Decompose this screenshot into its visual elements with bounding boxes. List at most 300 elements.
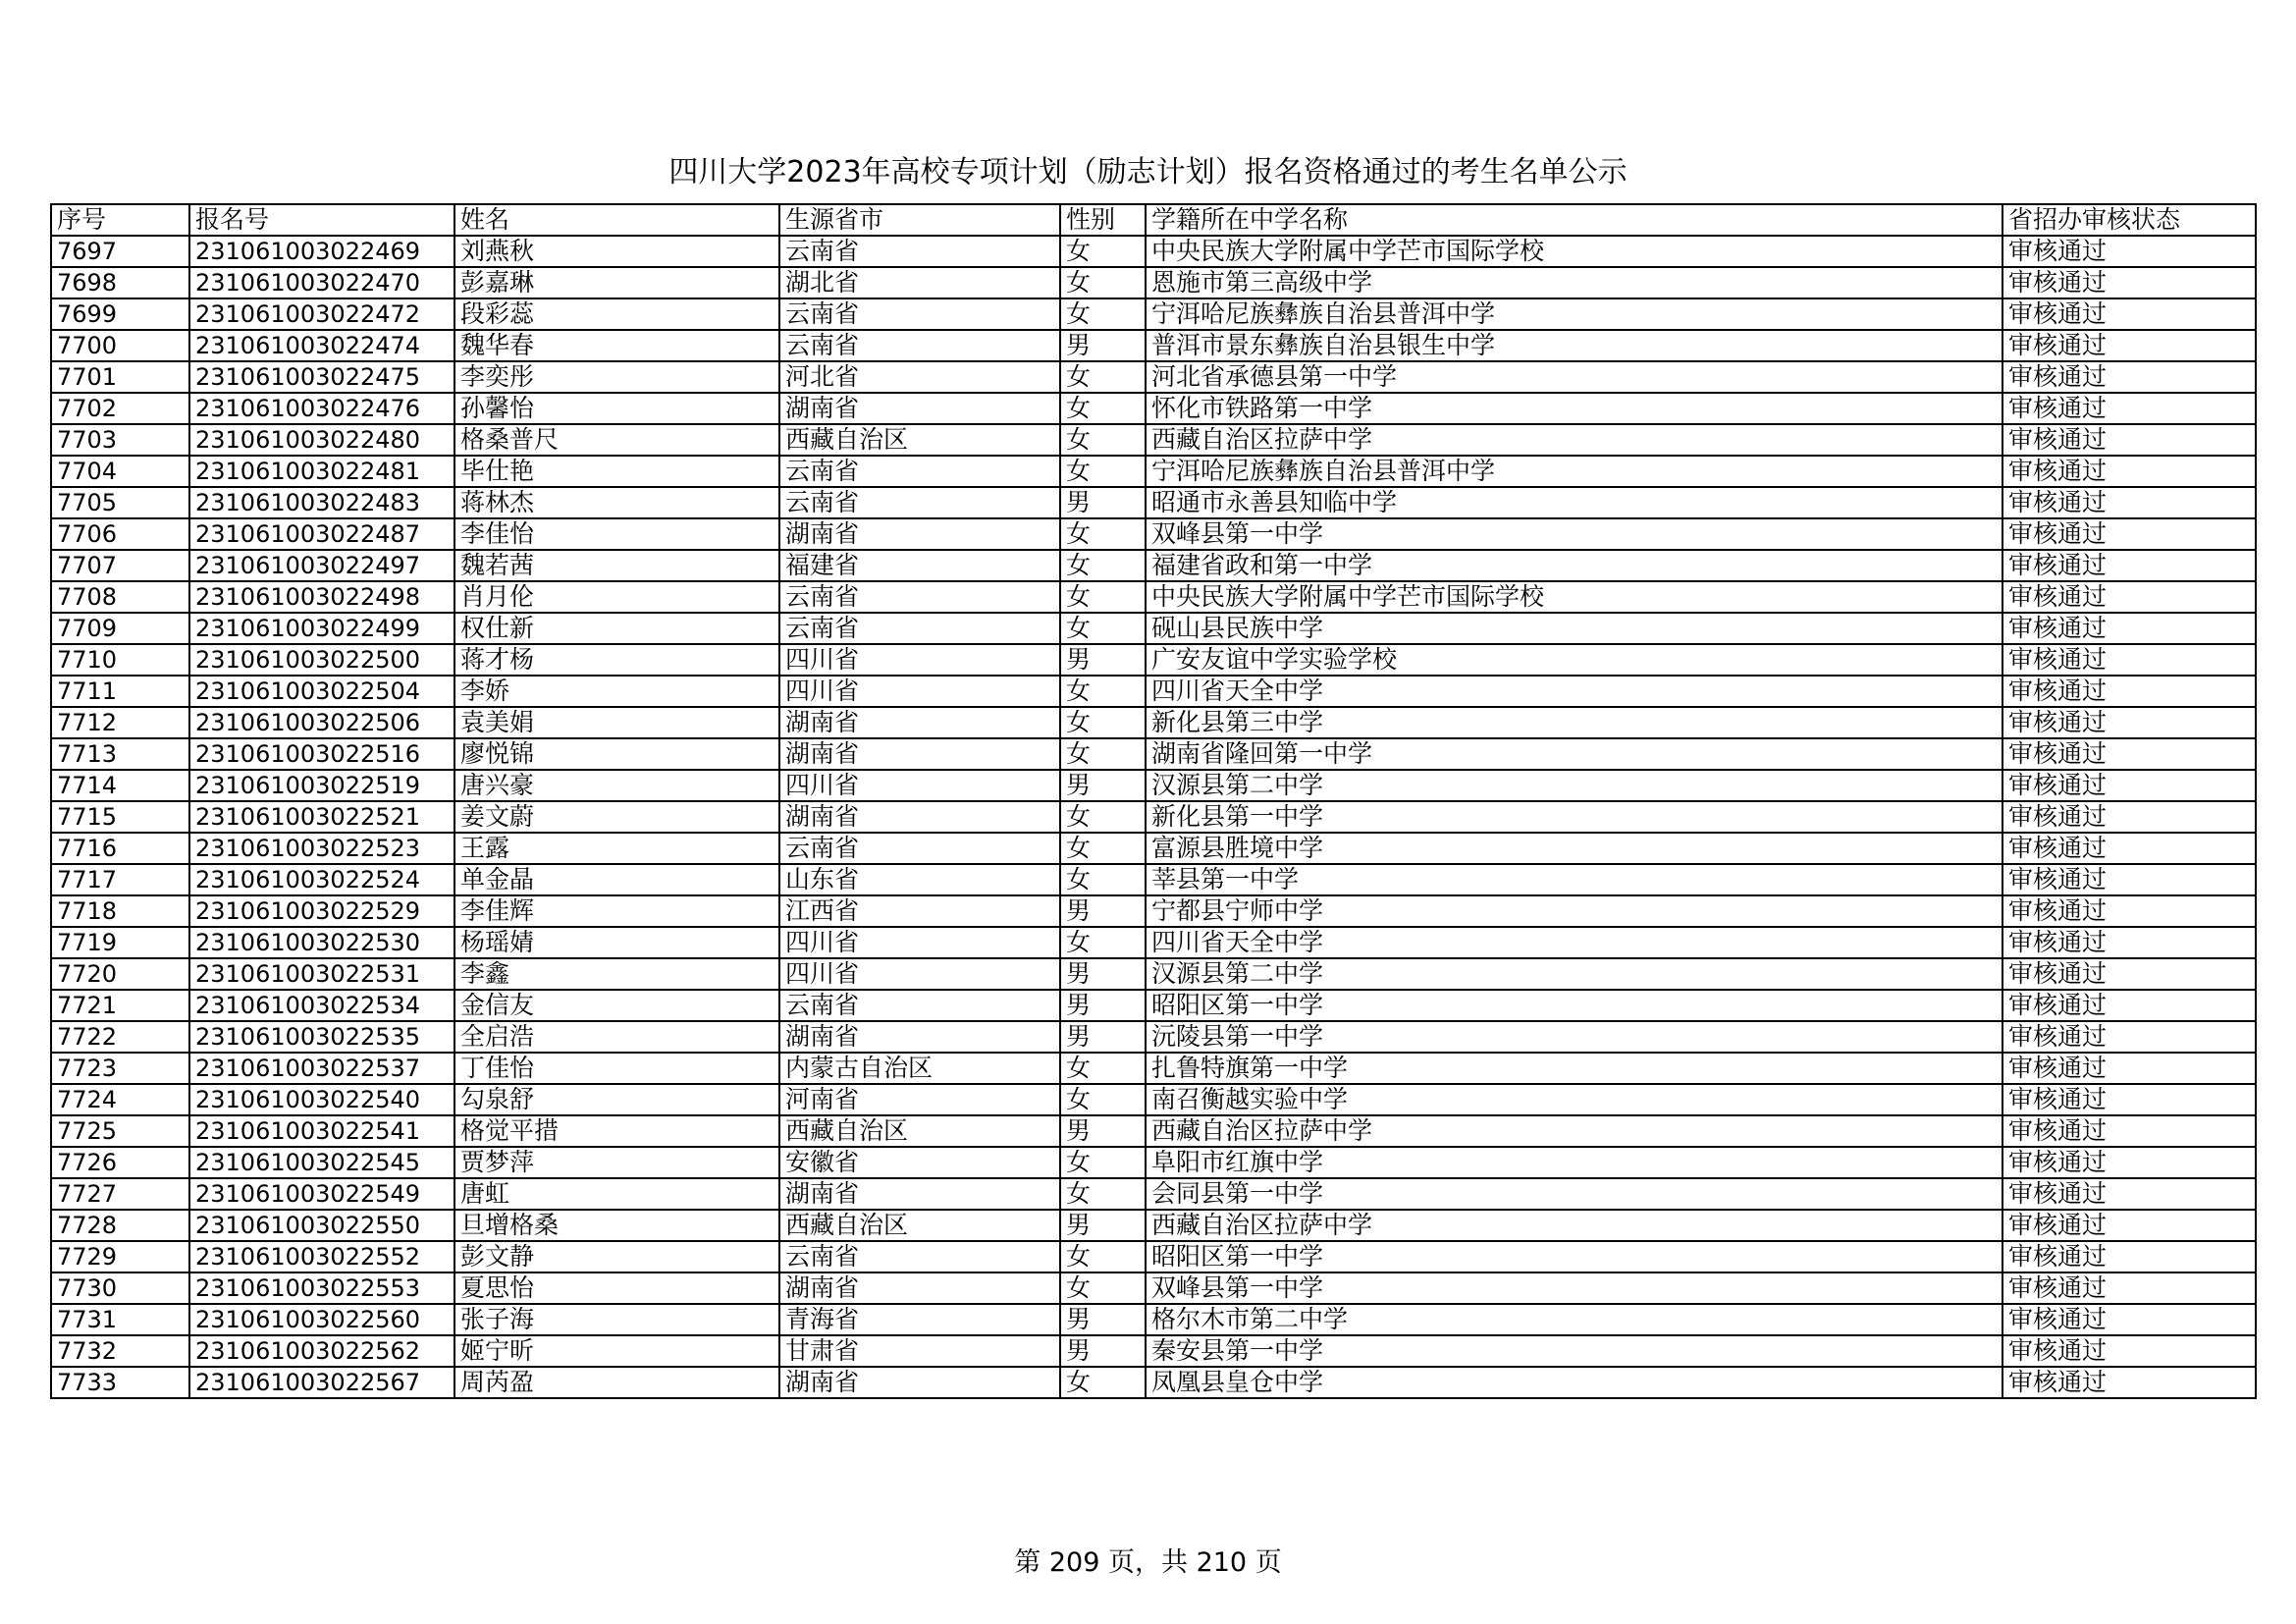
cell-seq: 7714 (51, 770, 189, 801)
cell-name: 魏华春 (454, 330, 779, 361)
cell-gender: 女 (1060, 393, 1146, 424)
table-row (51, 1053, 2256, 1084)
cell-seq: 7706 (51, 518, 189, 550)
cell-reg-no: 231061003022504 (189, 676, 454, 707)
cell-gender: 女 (1060, 676, 1146, 707)
table-row (51, 958, 2256, 990)
cell-seq: 7732 (51, 1335, 189, 1367)
cell-province: 河南省 (779, 1084, 1060, 1115)
cell-reg-no: 231061003022521 (189, 801, 454, 833)
cell-name: 唐虹 (454, 1178, 779, 1210)
cell-province: 云南省 (779, 581, 1060, 613)
cell-school: 河北省承德县第一中学 (1146, 361, 2002, 393)
cell-reg-no: 231061003022541 (189, 1115, 454, 1147)
cell-status: 审核通过 (2002, 927, 2256, 958)
cell-status: 审核通过 (2002, 833, 2256, 864)
cell-seq: 7716 (51, 833, 189, 864)
cell-gender: 女 (1060, 550, 1146, 581)
cell-province: 四川省 (779, 676, 1060, 707)
column-header-reg-no: 报名号 (189, 204, 454, 236)
cell-status: 审核通过 (2002, 456, 2256, 487)
cell-status: 审核通过 (2002, 864, 2256, 895)
cell-seq: 7710 (51, 644, 189, 676)
cell-province: 西藏自治区 (779, 1210, 1060, 1241)
cell-reg-no: 231061003022562 (189, 1335, 454, 1367)
cell-province: 四川省 (779, 958, 1060, 990)
cell-gender: 男 (1060, 895, 1146, 927)
table-row (51, 1021, 2256, 1053)
cell-status: 审核通过 (2002, 613, 2256, 644)
cell-name: 肖月伦 (454, 581, 779, 613)
table-row (51, 864, 2256, 895)
cell-name: 权仕新 (454, 613, 779, 644)
cell-school: 阜阳市红旗中学 (1146, 1147, 2002, 1178)
table-row (51, 1115, 2256, 1147)
cell-school: 汉源县第二中学 (1146, 770, 2002, 801)
cell-gender: 女 (1060, 1053, 1146, 1084)
cell-province: 福建省 (779, 550, 1060, 581)
cell-seq: 7707 (51, 550, 189, 581)
cell-status: 审核通过 (2002, 895, 2256, 927)
cell-seq: 7729 (51, 1241, 189, 1272)
table-row (51, 1304, 2256, 1335)
cell-reg-no: 231061003022487 (189, 518, 454, 550)
cell-name: 唐兴豪 (454, 770, 779, 801)
cell-school: 四川省天全中学 (1146, 676, 2002, 707)
cell-gender: 男 (1060, 1210, 1146, 1241)
cell-seq: 7697 (51, 236, 189, 267)
table-row (51, 236, 2256, 267)
cell-province: 云南省 (779, 613, 1060, 644)
table-row (51, 676, 2256, 707)
cell-reg-no: 231061003022469 (189, 236, 454, 267)
cell-gender: 男 (1060, 1115, 1146, 1147)
cell-status: 审核通过 (2002, 1210, 2256, 1241)
cell-school: 南召衡越实验中学 (1146, 1084, 2002, 1115)
cell-gender: 女 (1060, 581, 1146, 613)
cell-name: 李奕彤 (454, 361, 779, 393)
candidate-table (50, 203, 2257, 1399)
cell-name: 姜文蔚 (454, 801, 779, 833)
cell-status: 审核通过 (2002, 707, 2256, 738)
table-row (51, 1241, 2256, 1272)
cell-seq: 7704 (51, 456, 189, 487)
table-row (51, 518, 2256, 550)
cell-province: 四川省 (779, 927, 1060, 958)
cell-status: 审核通过 (2002, 267, 2256, 298)
cell-name: 李佳辉 (454, 895, 779, 927)
cell-status: 审核通过 (2002, 1115, 2256, 1147)
cell-school: 福建省政和第一中学 (1146, 550, 2002, 581)
cell-province: 湖南省 (779, 738, 1060, 770)
cell-reg-no: 231061003022516 (189, 738, 454, 770)
cell-province: 湖南省 (779, 1367, 1060, 1398)
cell-status: 审核通过 (2002, 738, 2256, 770)
cell-gender: 女 (1060, 1084, 1146, 1115)
cell-reg-no: 231061003022567 (189, 1367, 454, 1398)
cell-province: 河北省 (779, 361, 1060, 393)
cell-name: 毕仕艳 (454, 456, 779, 487)
cell-province: 云南省 (779, 1241, 1060, 1272)
cell-province: 云南省 (779, 487, 1060, 518)
cell-school: 四川省天全中学 (1146, 927, 2002, 958)
cell-seq: 7727 (51, 1178, 189, 1210)
cell-status: 审核通过 (2002, 1084, 2256, 1115)
table-row (51, 330, 2256, 361)
cell-status: 审核通过 (2002, 1335, 2256, 1367)
cell-school: 会同县第一中学 (1146, 1178, 2002, 1210)
cell-status: 审核通过 (2002, 1021, 2256, 1053)
cell-seq: 7709 (51, 613, 189, 644)
cell-name: 魏若茜 (454, 550, 779, 581)
cell-status: 审核通过 (2002, 330, 2256, 361)
cell-province: 甘肃省 (779, 1335, 1060, 1367)
table-row (51, 361, 2256, 393)
cell-seq: 7731 (51, 1304, 189, 1335)
cell-seq: 7712 (51, 707, 189, 738)
cell-gender: 女 (1060, 518, 1146, 550)
cell-school: 恩施市第三高级中学 (1146, 267, 2002, 298)
cell-name: 格桑普尺 (454, 424, 779, 456)
cell-reg-no: 231061003022534 (189, 990, 454, 1021)
cell-gender: 女 (1060, 456, 1146, 487)
cell-gender: 女 (1060, 1178, 1146, 1210)
cell-school: 砚山县民族中学 (1146, 613, 2002, 644)
cell-name: 李娇 (454, 676, 779, 707)
cell-school: 宁洱哈尼族彝族自治县普洱中学 (1146, 298, 2002, 330)
cell-seq: 7723 (51, 1053, 189, 1084)
column-header-province: 生源省市 (779, 204, 1060, 236)
table-row (51, 613, 2256, 644)
cell-province: 湖南省 (779, 518, 1060, 550)
cell-seq: 7702 (51, 393, 189, 424)
table-row (51, 393, 2256, 424)
cell-name: 孙馨怡 (454, 393, 779, 424)
table-row (51, 424, 2256, 456)
cell-school: 汉源县第二中学 (1146, 958, 2002, 990)
cell-seq: 7713 (51, 738, 189, 770)
cell-seq: 7698 (51, 267, 189, 298)
cell-name: 杨瑶婧 (454, 927, 779, 958)
cell-school: 西藏自治区拉萨中学 (1146, 424, 2002, 456)
cell-school: 格尔木市第二中学 (1146, 1304, 2002, 1335)
cell-gender: 男 (1060, 644, 1146, 676)
cell-name: 彭嘉琳 (454, 267, 779, 298)
column-header-school: 学籍所在中学名称 (1146, 204, 2002, 236)
cell-province: 云南省 (779, 236, 1060, 267)
table-row (51, 1335, 2256, 1367)
cell-province: 云南省 (779, 298, 1060, 330)
table-row (51, 1147, 2256, 1178)
cell-province: 湖南省 (779, 1272, 1060, 1304)
table-row (51, 267, 2256, 298)
cell-name: 丁佳怡 (454, 1053, 779, 1084)
cell-name: 张子海 (454, 1304, 779, 1335)
cell-status: 审核通过 (2002, 487, 2256, 518)
cell-gender: 女 (1060, 424, 1146, 456)
cell-school: 中央民族大学附属中学芒市国际学校 (1146, 581, 2002, 613)
cell-status: 审核通过 (2002, 1272, 2256, 1304)
table-row (51, 895, 2256, 927)
cell-name: 段彩蕊 (454, 298, 779, 330)
cell-school: 广安友谊中学实验学校 (1146, 644, 2002, 676)
cell-school: 西藏自治区拉萨中学 (1146, 1210, 2002, 1241)
cell-status: 审核通过 (2002, 676, 2256, 707)
cell-gender: 女 (1060, 298, 1146, 330)
cell-status: 审核通过 (2002, 361, 2256, 393)
cell-gender: 女 (1060, 236, 1146, 267)
cell-name: 蒋林杰 (454, 487, 779, 518)
cell-reg-no: 231061003022500 (189, 644, 454, 676)
cell-seq: 7724 (51, 1084, 189, 1115)
cell-reg-no: 231061003022480 (189, 424, 454, 456)
cell-seq: 7708 (51, 581, 189, 613)
cell-name: 贾梦萍 (454, 1147, 779, 1178)
cell-gender: 女 (1060, 1147, 1146, 1178)
cell-reg-no: 231061003022553 (189, 1272, 454, 1304)
cell-seq: 7718 (51, 895, 189, 927)
cell-reg-no: 231061003022472 (189, 298, 454, 330)
cell-school: 昭阳区第一中学 (1146, 1241, 2002, 1272)
cell-school: 怀化市铁路第一中学 (1146, 393, 2002, 424)
cell-province: 江西省 (779, 895, 1060, 927)
cell-gender: 男 (1060, 330, 1146, 361)
cell-gender: 男 (1060, 1021, 1146, 1053)
cell-seq: 7730 (51, 1272, 189, 1304)
cell-reg-no: 231061003022550 (189, 1210, 454, 1241)
cell-name: 李鑫 (454, 958, 779, 990)
table-row (51, 644, 2256, 676)
cell-gender: 女 (1060, 833, 1146, 864)
cell-school: 宁洱哈尼族彝族自治县普洱中学 (1146, 456, 2002, 487)
cell-gender: 女 (1060, 864, 1146, 895)
cell-province: 湖南省 (779, 1021, 1060, 1053)
cell-province: 山东省 (779, 864, 1060, 895)
table-row (51, 1178, 2256, 1210)
cell-province: 湖北省 (779, 267, 1060, 298)
cell-seq: 7705 (51, 487, 189, 518)
cell-gender: 女 (1060, 267, 1146, 298)
cell-reg-no: 231061003022545 (189, 1147, 454, 1178)
cell-gender: 女 (1060, 1241, 1146, 1272)
cell-province: 云南省 (779, 456, 1060, 487)
cell-school: 中央民族大学附属中学芒市国际学校 (1146, 236, 2002, 267)
cell-status: 审核通过 (2002, 1367, 2256, 1398)
cell-reg-no: 231061003022483 (189, 487, 454, 518)
cell-status: 审核通过 (2002, 1241, 2256, 1272)
cell-reg-no: 231061003022531 (189, 958, 454, 990)
cell-status: 审核通过 (2002, 424, 2256, 456)
cell-name: 旦增格桑 (454, 1210, 779, 1241)
cell-gender: 男 (1060, 990, 1146, 1021)
cell-gender: 女 (1060, 1367, 1146, 1398)
cell-seq: 7701 (51, 361, 189, 393)
table-row (51, 833, 2256, 864)
cell-province: 湖南省 (779, 1178, 1060, 1210)
cell-reg-no: 231061003022530 (189, 927, 454, 958)
cell-reg-no: 231061003022560 (189, 1304, 454, 1335)
cell-seq: 7715 (51, 801, 189, 833)
cell-school: 西藏自治区拉萨中学 (1146, 1115, 2002, 1147)
cell-province: 湖南省 (779, 707, 1060, 738)
cell-name: 夏思怡 (454, 1272, 779, 1304)
cell-province: 青海省 (779, 1304, 1060, 1335)
document-title: 四川大学2023年高校专项计划（励志计划）报名资格通过的考生名单公示 (668, 155, 1628, 189)
cell-school: 沅陵县第一中学 (1146, 1021, 2002, 1053)
column-header-status: 省招办审核状态 (2002, 204, 2256, 236)
cell-seq: 7719 (51, 927, 189, 958)
cell-gender: 男 (1060, 770, 1146, 801)
page-number-footer: 第 209 页，共 210 页 (1014, 1547, 1282, 1578)
table-header-row (51, 204, 2256, 236)
cell-school: 双峰县第一中学 (1146, 518, 2002, 550)
cell-province: 内蒙古自治区 (779, 1053, 1060, 1084)
cell-school: 秦安县第一中学 (1146, 1335, 2002, 1367)
cell-school: 莘县第一中学 (1146, 864, 2002, 895)
cell-reg-no: 231061003022470 (189, 267, 454, 298)
cell-status: 审核通过 (2002, 958, 2256, 990)
cell-status: 审核通过 (2002, 1304, 2256, 1335)
cell-name: 廖悦锦 (454, 738, 779, 770)
cell-province: 湖南省 (779, 393, 1060, 424)
cell-status: 审核通过 (2002, 518, 2256, 550)
column-header-seq: 序号 (51, 204, 189, 236)
column-header-name: 姓名 (454, 204, 779, 236)
cell-seq: 7733 (51, 1367, 189, 1398)
cell-school: 昭阳区第一中学 (1146, 990, 2002, 1021)
cell-reg-no: 231061003022506 (189, 707, 454, 738)
cell-province: 西藏自治区 (779, 424, 1060, 456)
cell-gender: 女 (1060, 613, 1146, 644)
cell-gender: 女 (1060, 801, 1146, 833)
cell-gender: 男 (1060, 1304, 1146, 1335)
cell-seq: 7726 (51, 1147, 189, 1178)
cell-name: 格觉平措 (454, 1115, 779, 1147)
cell-province: 四川省 (779, 644, 1060, 676)
cell-seq: 7728 (51, 1210, 189, 1241)
cell-reg-no: 231061003022537 (189, 1053, 454, 1084)
cell-status: 审核通过 (2002, 644, 2256, 676)
cell-reg-no: 231061003022497 (189, 550, 454, 581)
cell-name: 刘燕秋 (454, 236, 779, 267)
cell-name: 全启浩 (454, 1021, 779, 1053)
cell-status: 审核通过 (2002, 236, 2256, 267)
cell-seq: 7717 (51, 864, 189, 895)
cell-gender: 女 (1060, 738, 1146, 770)
cell-name: 袁美娟 (454, 707, 779, 738)
cell-status: 审核通过 (2002, 1147, 2256, 1178)
table-row (51, 770, 2256, 801)
cell-seq: 7720 (51, 958, 189, 990)
table-row (51, 550, 2256, 581)
cell-school: 凤凰县皇仓中学 (1146, 1367, 2002, 1398)
cell-name: 蒋才杨 (454, 644, 779, 676)
cell-status: 审核通过 (2002, 1053, 2256, 1084)
cell-name: 周芮盈 (454, 1367, 779, 1398)
table-row (51, 1367, 2256, 1398)
table-row (51, 1210, 2256, 1241)
cell-seq: 7725 (51, 1115, 189, 1147)
cell-reg-no: 231061003022540 (189, 1084, 454, 1115)
cell-status: 审核通过 (2002, 1178, 2256, 1210)
table-row (51, 1084, 2256, 1115)
cell-province: 湖南省 (779, 801, 1060, 833)
cell-reg-no: 231061003022523 (189, 833, 454, 864)
cell-status: 审核通过 (2002, 770, 2256, 801)
cell-school: 湖南省隆回第一中学 (1146, 738, 2002, 770)
cell-reg-no: 231061003022476 (189, 393, 454, 424)
cell-reg-no: 231061003022498 (189, 581, 454, 613)
cell-reg-no: 231061003022552 (189, 1241, 454, 1272)
cell-gender: 男 (1060, 1335, 1146, 1367)
cell-name: 彭文静 (454, 1241, 779, 1272)
cell-seq: 7711 (51, 676, 189, 707)
table-row (51, 456, 2256, 487)
cell-status: 审核通过 (2002, 550, 2256, 581)
cell-status: 审核通过 (2002, 393, 2256, 424)
cell-name: 王露 (454, 833, 779, 864)
cell-reg-no: 231061003022535 (189, 1021, 454, 1053)
cell-school: 宁都县宁师中学 (1146, 895, 2002, 927)
cell-gender: 女 (1060, 927, 1146, 958)
cell-reg-no: 231061003022474 (189, 330, 454, 361)
cell-seq: 7700 (51, 330, 189, 361)
cell-name: 姬宁昕 (454, 1335, 779, 1367)
cell-school: 普洱市景东彝族自治县银生中学 (1146, 330, 2002, 361)
cell-gender: 男 (1060, 487, 1146, 518)
cell-status: 审核通过 (2002, 990, 2256, 1021)
cell-reg-no: 231061003022475 (189, 361, 454, 393)
cell-province: 四川省 (779, 770, 1060, 801)
cell-reg-no: 231061003022524 (189, 864, 454, 895)
cell-seq: 7722 (51, 1021, 189, 1053)
cell-school: 昭通市永善县知临中学 (1146, 487, 2002, 518)
cell-school: 新化县第一中学 (1146, 801, 2002, 833)
table-row (51, 738, 2256, 770)
cell-reg-no: 231061003022481 (189, 456, 454, 487)
cell-seq: 7721 (51, 990, 189, 1021)
cell-school: 新化县第三中学 (1146, 707, 2002, 738)
cell-status: 审核通过 (2002, 298, 2256, 330)
table-row (51, 927, 2256, 958)
cell-province: 云南省 (779, 833, 1060, 864)
cell-name: 李佳怡 (454, 518, 779, 550)
table-row (51, 801, 2256, 833)
cell-school: 双峰县第一中学 (1146, 1272, 2002, 1304)
cell-reg-no: 231061003022519 (189, 770, 454, 801)
cell-reg-no: 231061003022529 (189, 895, 454, 927)
cell-status: 审核通过 (2002, 801, 2256, 833)
cell-province: 云南省 (779, 990, 1060, 1021)
cell-gender: 女 (1060, 361, 1146, 393)
table-row (51, 298, 2256, 330)
cell-gender: 男 (1060, 958, 1146, 990)
cell-seq: 7699 (51, 298, 189, 330)
column-header-gender: 性别 (1060, 204, 1146, 236)
table-row (51, 707, 2256, 738)
cell-province: 云南省 (779, 330, 1060, 361)
cell-name: 勾泉舒 (454, 1084, 779, 1115)
cell-gender: 女 (1060, 1272, 1146, 1304)
cell-seq: 7703 (51, 424, 189, 456)
cell-school: 富源县胜境中学 (1146, 833, 2002, 864)
cell-province: 西藏自治区 (779, 1115, 1060, 1147)
table-row (51, 581, 2256, 613)
cell-province: 安徽省 (779, 1147, 1060, 1178)
cell-status: 审核通过 (2002, 581, 2256, 613)
table-row (51, 487, 2256, 518)
table-row (51, 1272, 2256, 1304)
